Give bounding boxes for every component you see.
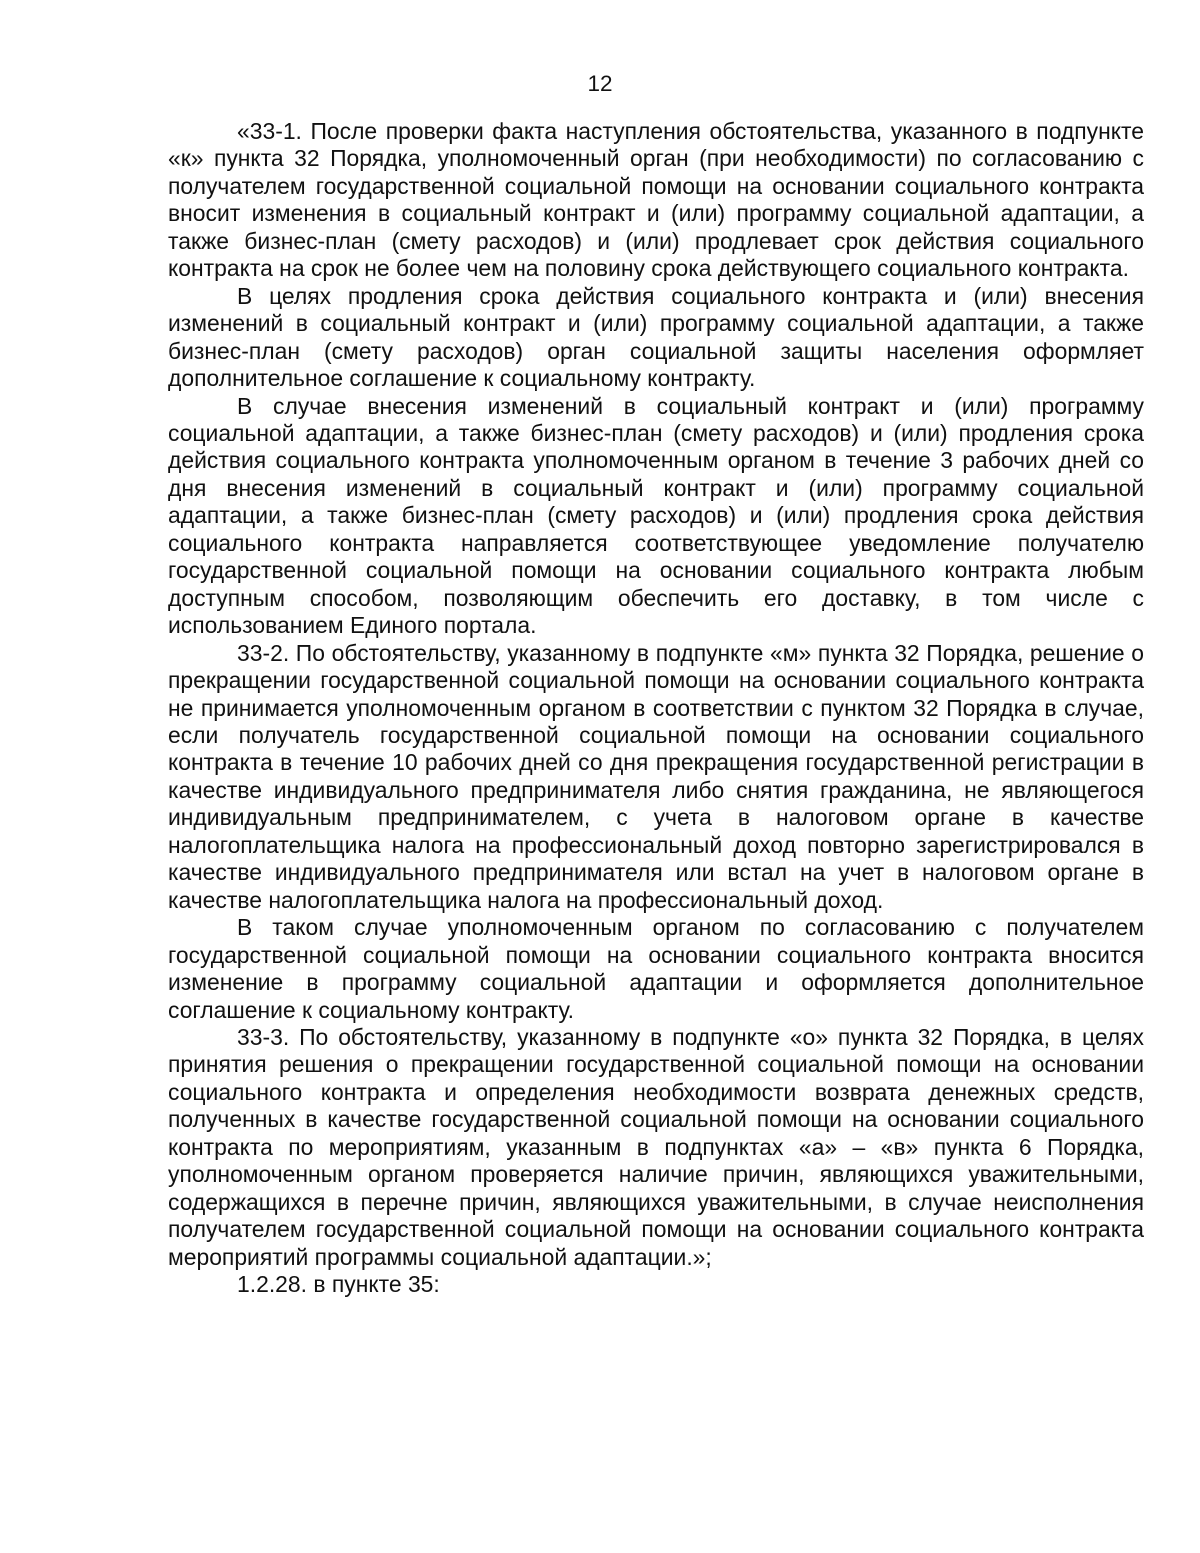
paragraph-1-2-28: 1.2.28. в пункте 35:	[237, 1271, 440, 1298]
document-body	[168, 118, 1144, 1298]
page-number: 12	[587, 71, 613, 96]
paragraph-33-2: 33-2. По обстоятельству, указанному в подпункте «м» пункта 32 Порядка, решение о прекращении государственной социальной помощи на основании социального контракта не принимается уполномоченным органом в соответствии с пунктом 32 Порядка в случае, если получатель государственной социальной помощи на основании социального контракта в течение 10 рабочих дней со дня прекращения государственной регистрации в качестве индивидуального предпринимателя либо снятия гражданина, не являющегося индивидуальным предпринимателем, с учета в налоговом органе в качестве налогоплательщика налога на профессиональный доход повторно зарегистрировался в качестве индивидуального предпринимателя или встал на учет в налоговом органе в качестве налогоплательщика налога на профессиональный доход.	[168, 639, 1144, 913]
paragraph-program-change: В таком случае уполномоченным органом по согласованию с получателем государственной социальной помощи на основании социального контракта вносится изменение в программу социальной адаптации и оформляется дополнительное соглашение к социальному контракту.	[168, 914, 1144, 1023]
paragraph-notification: В случае внесения изменений в социальный контракт и (или) программу социальной адаптации, а также бизнес-план (смету расходов) и (или) продления срока действия социального контракта уполномоченным органом в течение 3 рабочих дней со дня внесения изменений в социальный контракт и (или) программу социальной адаптации, а также бизнес-план (смету расходов) и (или) продления срока действия социального контракта направляется соответствующее уведомление получателю государственной социальной помощи на основании социального контракта любым доступным способом, позволяющим обеспечить его доставку, в том числе с использованием Единого портала.	[168, 392, 1144, 639]
paragraph-33-1: «33-1. После проверки факта наступления обстоятельства, указанного в подпункте «к» пункта 32 Порядка, уполномоченный орган (при необходимости) по согласованию с получателем государственной социальной помощи на основании социального контракта вносит изменения в социальный контракт и (или) программу социальной адаптации, а также бизнес-план (смету расходов) и (или) продлевает срок действия социального контракта на срок не более чем на половину срока действующего социального контракта.	[168, 118, 1144, 282]
paragraph-33-3: 33-3. По обстоятельству, указанному в подпункте «о» пункта 32 Порядка, в целях принятия решения о прекращении государственной социальной помощи на основании социального контракта и определения необходимости возврата денежных средств, полученных в качестве государственной социальной помощи на основании социального контракта по мероприятиям, указанным в подпунктах «а» – «в» пункта 6 Порядка, уполномоченным органом проверяется наличие причин, являющихся уважительными, содержащихся в перечне причин, являющихся уважительными, в случае неисполнения получателем государственной социальной помощи на основании социального контракта мероприятий программы социальной адаптации.»;	[168, 1023, 1144, 1270]
paragraph-extension-agreement: В целях продления срока действия социального контракта и (или) внесения изменений в социальный контракт и (или) программу социальной адаптации, а также бизнес-план (смету расходов) орган социальной защиты населения оформляет дополнительное соглашение к социальному контракту.	[168, 282, 1144, 392]
